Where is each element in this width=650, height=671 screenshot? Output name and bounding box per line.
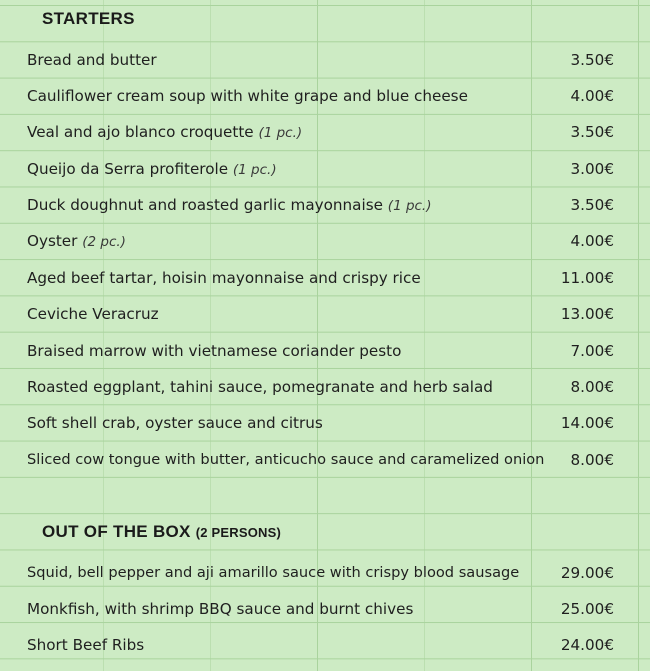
item-name: Duck doughnut and roasted garlic mayonnaise (1 pc.): [27, 196, 432, 214]
item-price: 24.00€: [560, 636, 614, 654]
item-name: Ceviche Veracruz: [27, 305, 159, 323]
item-price: 4.00€: [570, 87, 614, 105]
item-price: 29.00€: [560, 564, 614, 582]
menu-item: [0, 333, 650, 369]
menu-item: [0, 42, 650, 78]
item-name: Cauliflower cream soup with white grape and blue cheese: [27, 87, 468, 105]
item-quantity: (1 pc.): [387, 198, 432, 214]
menu-item: [0, 591, 650, 627]
item-quantity: (1 pc.): [258, 125, 303, 141]
item-name: Braised marrow with vietnamese coriander pesto: [27, 342, 402, 360]
menu-item: [0, 187, 650, 223]
section-title-out-of-the-box: OUT OF THE BOX (2 PERSONS): [42, 522, 282, 541]
item-price: 3.00€: [570, 160, 614, 178]
menu-item: [0, 405, 650, 441]
item-name: Short Beef Ribs: [27, 636, 145, 654]
menu-item: [0, 369, 650, 405]
section-title-starters: STARTERS: [42, 9, 135, 28]
item-price: 3.50€: [570, 51, 614, 69]
item-name: Veal and ajo blanco croquette (1 pc.): [27, 123, 303, 141]
item-quantity: (2 pc.): [82, 234, 126, 250]
item-price: 11.00€: [560, 269, 614, 287]
menu-item: [0, 555, 650, 591]
menu-item: [0, 627, 650, 663]
item-price: 14.00€: [560, 414, 614, 432]
item-name: Bread and butter: [27, 51, 157, 69]
menu-item: [0, 260, 650, 296]
menu-item: [0, 223, 650, 259]
item-price: 25.00€: [560, 600, 614, 618]
menu-item: [0, 442, 650, 478]
item-price: 8.00€: [570, 451, 614, 469]
item-name: Roasted eggplant, tahini sauce, pomegranate and herb salad: [27, 378, 493, 396]
item-price: 8.00€: [570, 378, 614, 396]
menu-item: [0, 114, 650, 150]
item-name: Aged beef tartar, hoisin mayonnaise and crispy rice: [27, 269, 421, 287]
menu-item: [0, 78, 650, 114]
item-price: 4.00€: [570, 232, 614, 250]
item-name: Sliced cow tongue with butter, anticucho sauce and caramelized onion: [27, 451, 545, 468]
item-name: Soft shell crab, oyster sauce and citrus: [27, 414, 323, 432]
item-price: 3.50€: [570, 196, 614, 214]
item-price: 7.00€: [570, 342, 614, 360]
item-name: Monkfish, with shrimp BBQ sauce and burnt chives: [27, 600, 414, 618]
menu-item: [0, 151, 650, 187]
item-name: Oyster (2 pc.): [27, 232, 126, 250]
item-price: 13.00€: [560, 305, 614, 323]
item-name: Queijo da Serra profiterole (1 pc.): [27, 160, 277, 178]
item-quantity: (1 pc.): [232, 162, 277, 178]
item-price: 3.50€: [570, 123, 614, 141]
section-note: (2 PERSONS): [195, 525, 282, 540]
menu-item: [0, 296, 650, 332]
item-name: Squid, bell pepper and aji amarillo sauce with crispy blood sausage: [27, 564, 520, 581]
